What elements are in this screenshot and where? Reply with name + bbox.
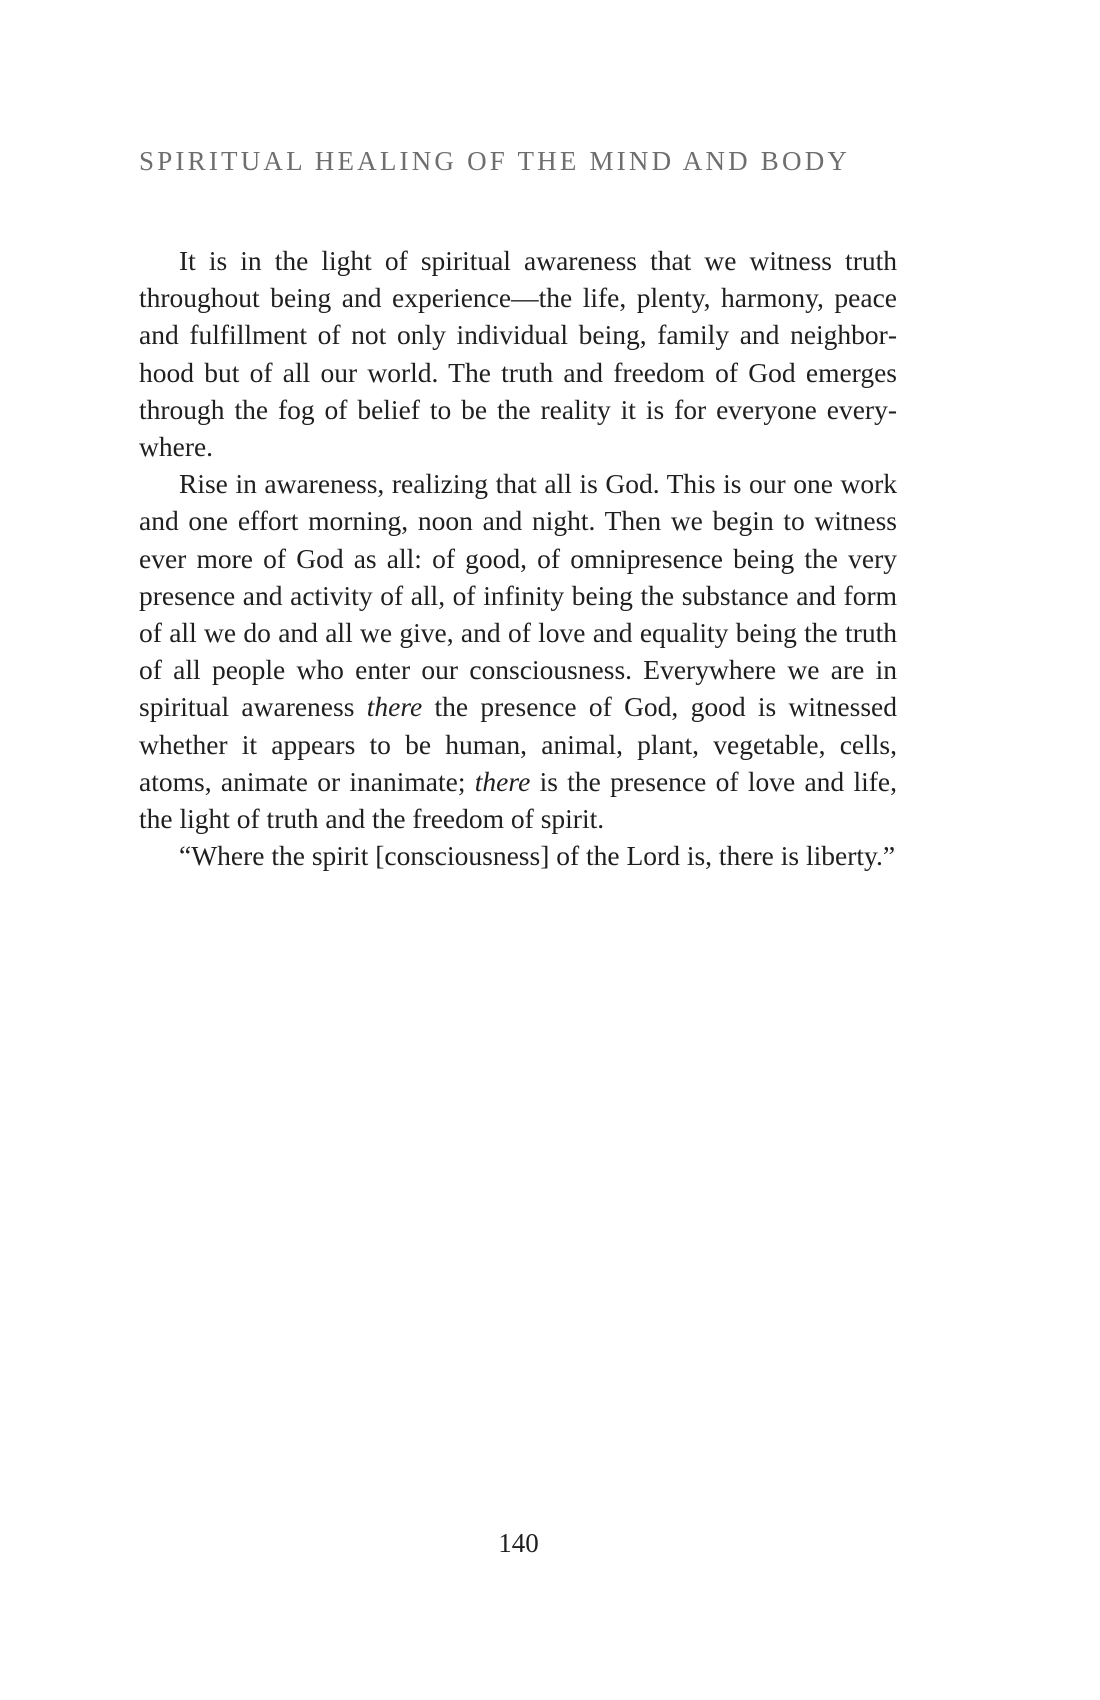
- paragraph-2-part-c: is the presence of love and life, the light of truth and the freedom of spirit.: [139, 765, 897, 835]
- body-text: [139, 242, 897, 874]
- paragraph-2-emphasis-1: there: [366, 691, 423, 723]
- paragraph-2: [139, 465, 897, 837]
- running-head: SPIRITUAL HEALING OF THE MIND AND BODY: [139, 146, 851, 176]
- paragraph-2-part-b: the presence of God, good is witnessed whether it appears to be human, animal, plant, vegetable, cells, atoms, animate or inanimate;: [139, 691, 897, 797]
- paragraph-3: “Where the spirit [consciousness] of the Lord is, there is liberty.”: [179, 840, 896, 872]
- paragraph-2-emphasis-2: there: [474, 765, 531, 797]
- paragraph-1: It is in the light of spiritual awareness that we witness truth throughout being and experience—the life, plenty, harmony, peace and fulfillment of not only individual being, family and neighborhood but of all our world. The truth and freedom of God emerges through the fog of belief to be the reality it is for everyone everywhere.: [139, 245, 897, 463]
- page-number: 140: [498, 1528, 539, 1558]
- paragraph-2-part-a: Rise in awareness, realizing that all is God. This is our one work and one effort morning, noon and night. Then we begin to witness ever more of God as all: of good, of omnipresence being the very presence and activity of all, of infinity being the substance and form of all we do and all we give, and of love and equality being the truth of all people who enter our consciousness. Everywhere we are in spiritual awareness: [139, 468, 897, 723]
